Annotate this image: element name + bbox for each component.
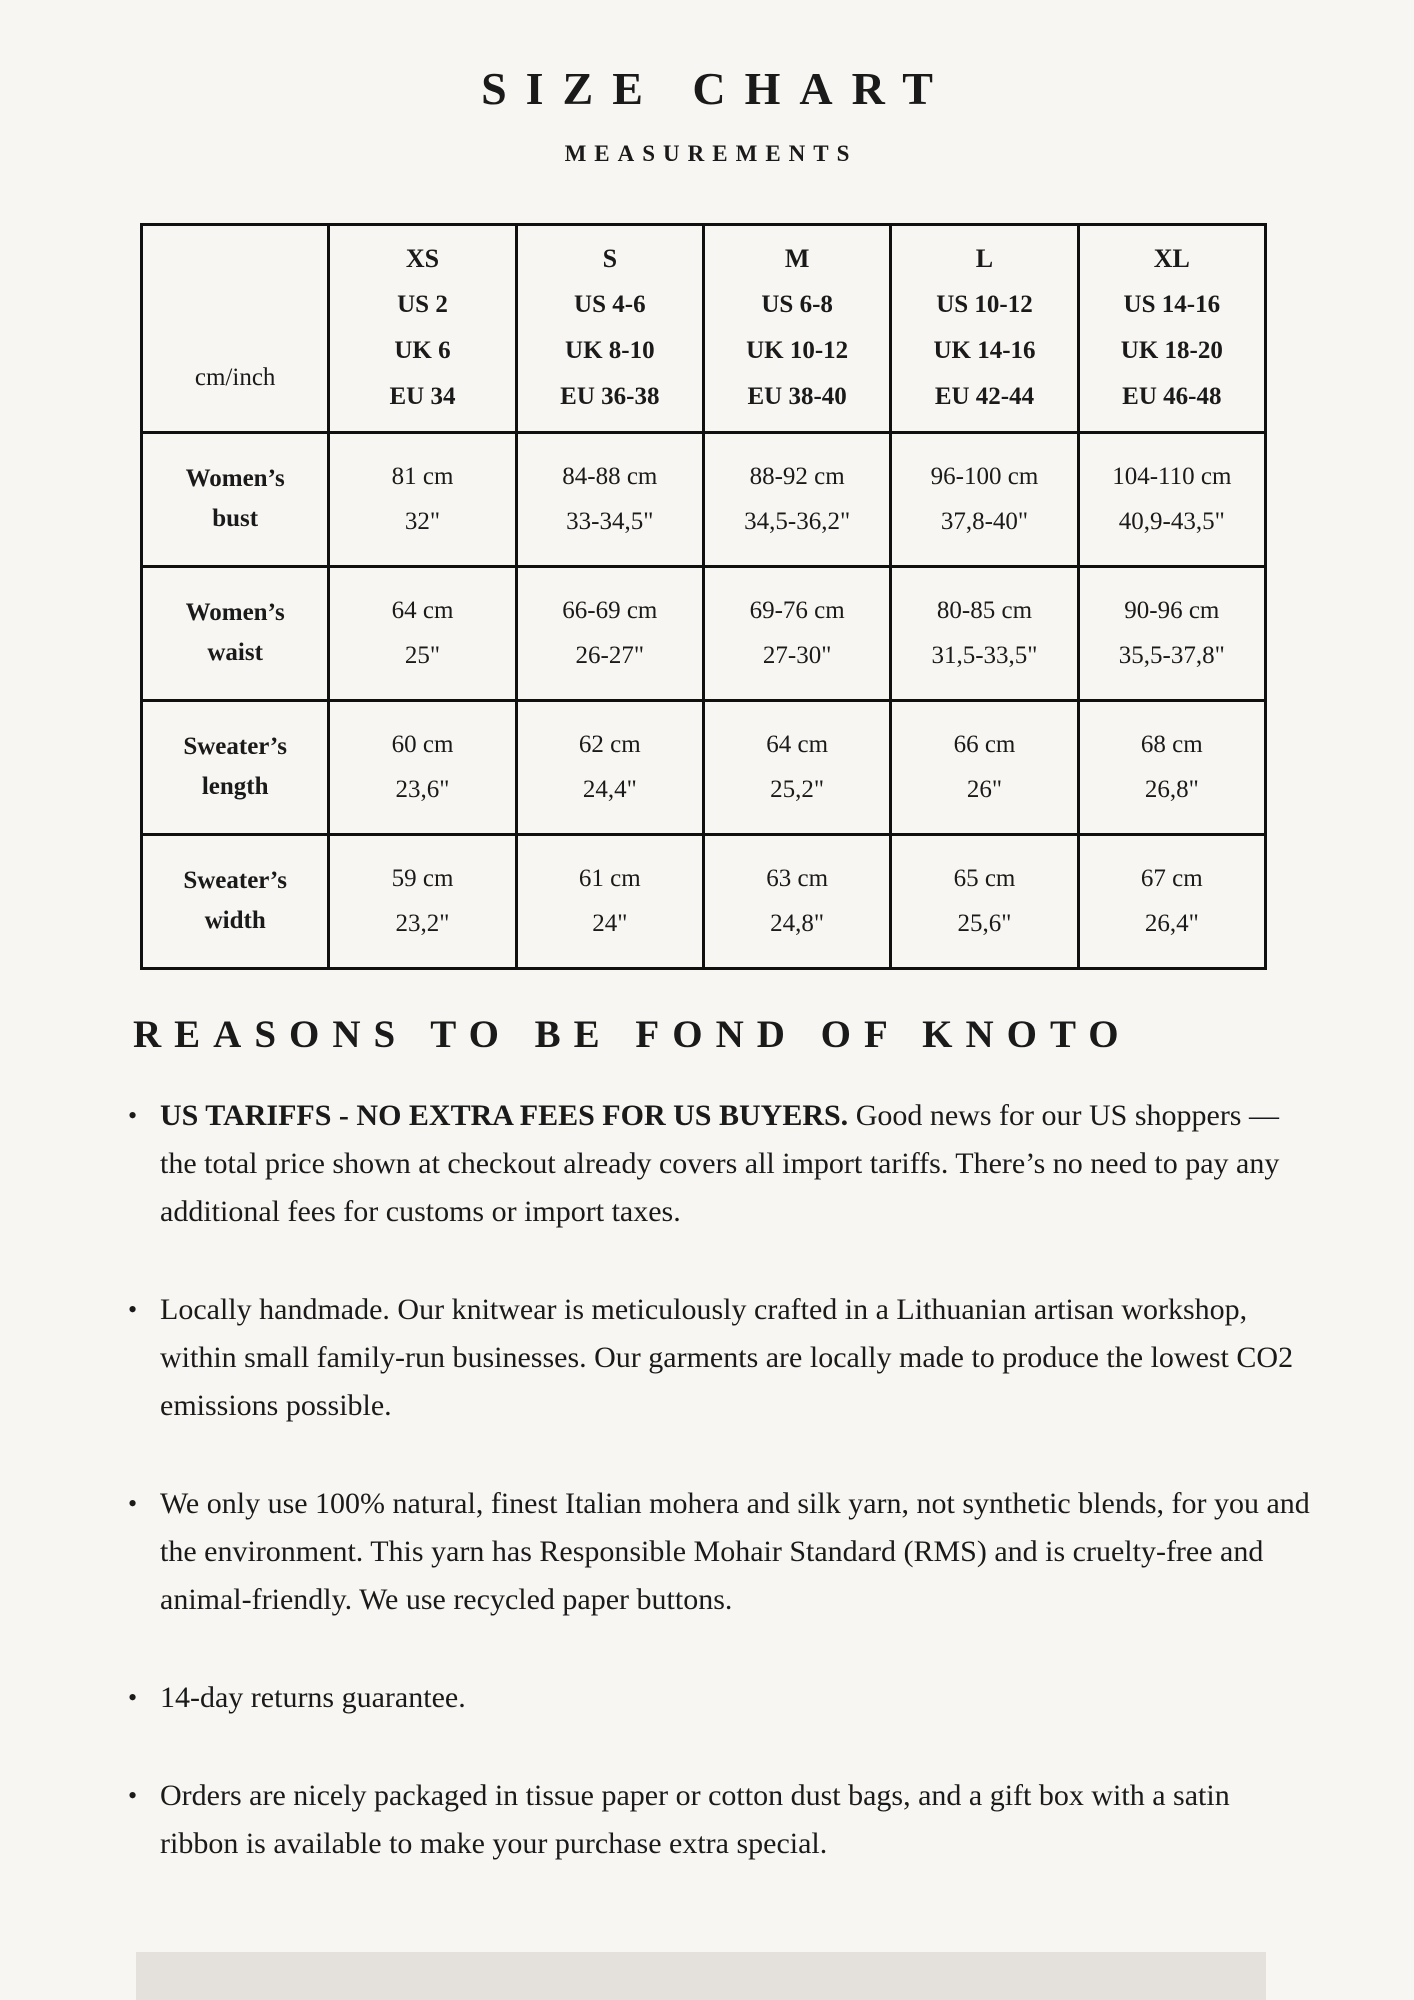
measurement-cell xyxy=(891,834,1078,968)
uk-size: UK 6 xyxy=(394,337,451,365)
cm-value: 69-76 cm xyxy=(749,597,845,625)
row-label: Women’s bust xyxy=(142,432,329,566)
header-cell-m xyxy=(703,224,890,432)
cm-value: 65 cm xyxy=(953,865,1016,893)
table-row-width xyxy=(142,834,1266,968)
size-name: XL xyxy=(1153,244,1190,274)
inch-value: 26-27" xyxy=(575,642,645,670)
cm-value: 60 cm xyxy=(391,731,454,759)
inch-value: 25" xyxy=(404,642,441,670)
eu-size: EU 46-48 xyxy=(1122,383,1222,411)
footer-section-bar xyxy=(136,1952,1266,2000)
reason-lead: US TARIFFS - NO EXTRA FEES FOR US BUYERS. xyxy=(160,1099,849,1133)
table-row-bust xyxy=(142,432,1266,566)
measurement-cell xyxy=(703,834,890,968)
inch-value: 25,6" xyxy=(957,910,1012,938)
cm-value: 88-92 cm xyxy=(749,463,845,491)
size-name: S xyxy=(602,244,618,274)
cm-value: 64 cm xyxy=(766,731,829,759)
reason-text: Orders are nicely packaged in tissue paper or cotton dust bags, and a gift box with a satin ribbon is available to make your purchase extra special. xyxy=(160,1779,1230,1861)
inch-value: 26" xyxy=(966,776,1003,804)
inch-value: 24" xyxy=(592,910,628,938)
inch-value: 26,8" xyxy=(1144,776,1199,804)
measurement-cell xyxy=(703,700,890,834)
cm-value: 66 cm xyxy=(953,731,1016,759)
inch-value: 24,4" xyxy=(582,776,637,804)
measurement-cell xyxy=(329,432,516,566)
header-cell-xs xyxy=(329,224,516,432)
cm-value: 104-110 cm xyxy=(1112,463,1232,491)
inch-value: 23,6" xyxy=(395,776,450,804)
reasons-list xyxy=(124,1092,1314,1868)
uk-size: UK 10-12 xyxy=(746,337,849,365)
us-size: US 6-8 xyxy=(761,291,833,319)
measurement-cell xyxy=(891,432,1078,566)
reason-text: We only use 100% natural, finest Italian mohera and silk yarn, not synthetic blends, for you and the environment. This yarn has Responsible Mohair Standard (RMS) and is cruelty-free and animal-friendly. We use recycled paper buttons. xyxy=(160,1487,1310,1617)
inch-value: 27-30" xyxy=(762,642,832,670)
inch-value: 37,8-40" xyxy=(940,508,1029,536)
measurement-cell xyxy=(703,432,890,566)
bullet-icon: • xyxy=(128,1683,138,1713)
bullet-icon: • xyxy=(128,1101,138,1131)
size-name: XS xyxy=(405,244,440,274)
measurement-cell xyxy=(891,566,1078,700)
uk-size: UK 18-20 xyxy=(1120,337,1223,365)
unit-label: cm/inch xyxy=(194,364,276,392)
cm-value: 64 cm xyxy=(391,597,454,625)
eu-size: EU 36-38 xyxy=(560,383,660,411)
measurement-cell xyxy=(1078,432,1265,566)
eu-size: EU 42-44 xyxy=(934,383,1035,411)
bullet-icon: • xyxy=(128,1781,138,1811)
measurement-cell xyxy=(329,566,516,700)
inch-value: 25,2" xyxy=(770,776,825,804)
inch-value: 34,5-36,2" xyxy=(744,508,851,536)
header-cell-s xyxy=(516,224,703,432)
reason-text: Good news for our US shoppers — the total price shown at checkout already covers all import tariffs. There’s no need to pay any additional fees for customs or import taxes. xyxy=(160,1099,1280,1229)
inch-value: 31,5-33,5" xyxy=(931,642,1038,670)
header-cell-xl xyxy=(1078,224,1265,432)
measurement-cell xyxy=(516,432,703,566)
reasons-heading: REASONS TO BE FOND OF KNOTO xyxy=(133,1012,1132,1056)
list-item xyxy=(124,1480,1314,1624)
measurement-cell xyxy=(1078,566,1265,700)
measurement-cell xyxy=(516,700,703,834)
cm-value: 61 cm xyxy=(578,865,641,893)
page-subtitle: MEASUREMENTS xyxy=(564,141,858,166)
row-label: Women’s waist xyxy=(142,566,329,700)
inch-value: 23,2" xyxy=(395,910,450,938)
eu-size: EU 38-40 xyxy=(747,383,847,411)
page-title: SIZE CHART xyxy=(481,63,952,114)
table-row-length xyxy=(142,700,1266,834)
corner-cell xyxy=(142,224,329,432)
measurement-cell xyxy=(1078,700,1265,834)
measurement-cell xyxy=(703,566,890,700)
us-size: US 14-16 xyxy=(1123,291,1221,319)
reason-text: 14-day returns guarantee. xyxy=(160,1681,466,1715)
size-chart-table xyxy=(140,223,1267,970)
cm-value: 96-100 cm xyxy=(930,463,1039,491)
measurement-cell xyxy=(329,834,516,968)
inch-value: 24,8" xyxy=(770,910,825,938)
uk-size: UK 8-10 xyxy=(565,337,655,365)
cm-value: 59 cm xyxy=(391,865,454,893)
measurement-cell xyxy=(1078,834,1265,968)
cm-value: 68 cm xyxy=(1140,731,1203,759)
size-name: M xyxy=(784,244,810,274)
measurement-cell xyxy=(516,834,703,968)
list-item xyxy=(124,1674,1314,1722)
inch-value: 40,9-43,5" xyxy=(1118,508,1225,536)
measurement-cell xyxy=(891,700,1078,834)
cm-value: 63 cm xyxy=(766,865,829,893)
inch-value: 26,4" xyxy=(1144,910,1199,938)
list-item xyxy=(124,1092,1314,1236)
cm-value: 84-88 cm xyxy=(562,463,658,491)
cm-value: 81 cm xyxy=(391,463,454,491)
size-name: L xyxy=(975,244,994,274)
reason-text: Locally handmade. Our knitwear is meticulously crafted in a Lithuanian artisan workshop, within small family-run businesses. Our garments are locally made to produce the lowest CO2 emissions possible. xyxy=(160,1293,1294,1423)
table-header-row xyxy=(142,224,1266,432)
list-item xyxy=(124,1286,1314,1430)
list-item xyxy=(124,1772,1314,1868)
measurement-cell xyxy=(329,700,516,834)
inch-value: 35,5-37,8" xyxy=(1118,642,1225,670)
inch-value: 33-34,5" xyxy=(566,508,654,536)
uk-size: UK 14-16 xyxy=(933,337,1036,365)
cm-value: 80-85 cm xyxy=(936,597,1033,625)
cm-value: 90-96 cm xyxy=(1124,597,1220,625)
us-size: US 2 xyxy=(397,291,448,319)
bullet-icon: • xyxy=(128,1489,138,1519)
row-label: Sweater’s width xyxy=(142,834,329,968)
cm-value: 62 cm xyxy=(578,731,641,759)
header-cell-l xyxy=(891,224,1078,432)
eu-size: EU 34 xyxy=(389,383,456,411)
us-size: US 10-12 xyxy=(936,291,1033,319)
cm-value: 66-69 cm xyxy=(562,597,658,625)
measurement-cell xyxy=(516,566,703,700)
inch-value: 32" xyxy=(404,508,441,536)
table-row-waist xyxy=(142,566,1266,700)
cm-value: 67 cm xyxy=(1140,865,1203,893)
us-size: US 4-6 xyxy=(574,291,646,319)
bullet-icon: • xyxy=(128,1295,138,1325)
row-label: Sweater’s length xyxy=(142,700,329,834)
